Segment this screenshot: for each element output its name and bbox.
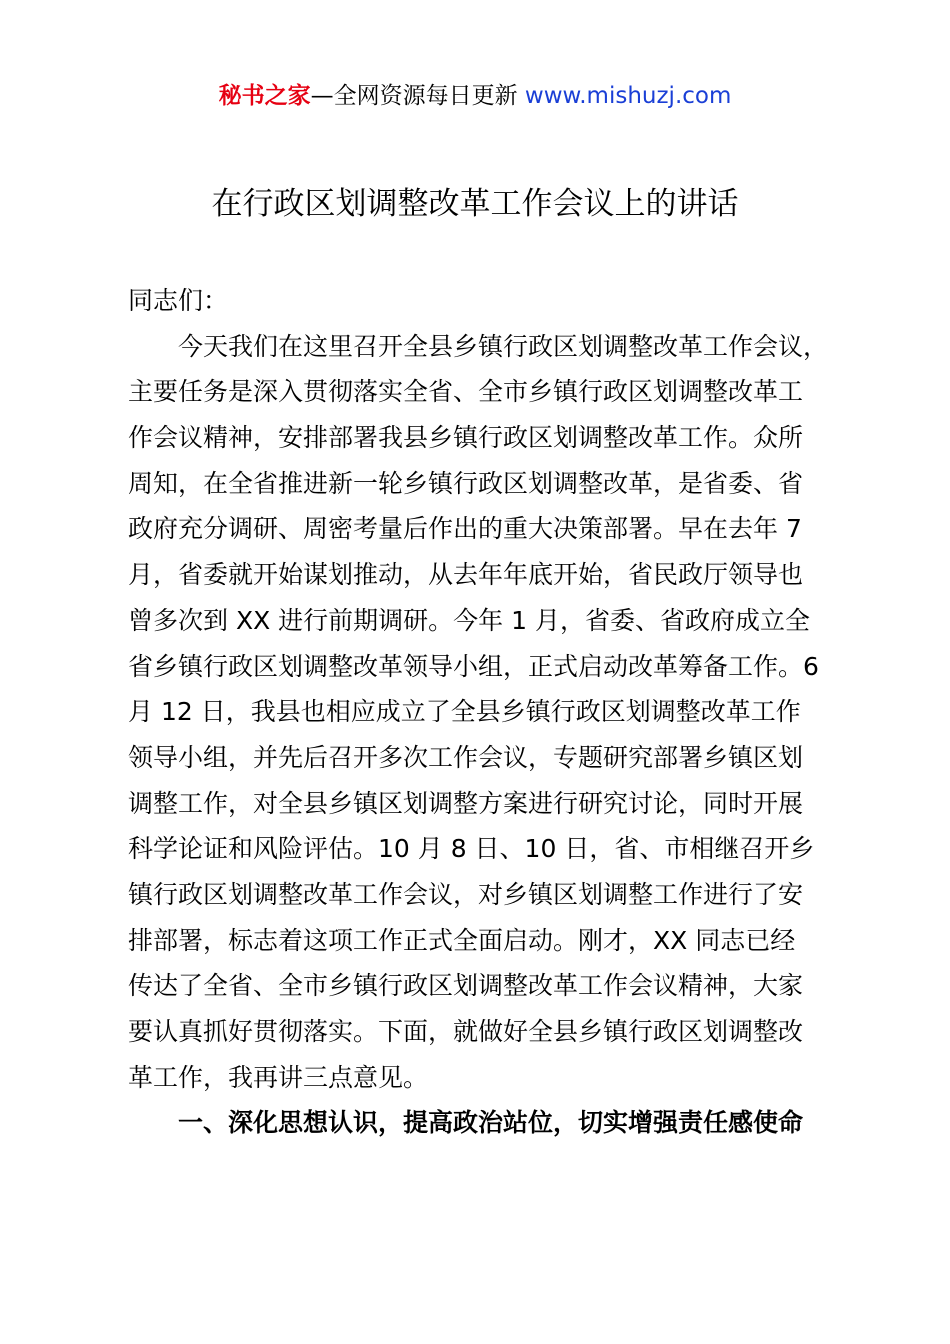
- paragraph-line: 月 12 日，我县也相应成立了全县乡镇行政区划调整改革工作: [128, 697, 801, 727]
- paragraph-line: 传达了全省、全市乡镇行政区划调整改革工作会议精神，大家: [128, 971, 804, 1001]
- paragraph-line: 政府充分调研、周密考量后作出的重大决策部署。早在去年 7: [128, 514, 802, 544]
- paragraph-line: 主要任务是深入贯彻落实全省、全市乡镇行政区划调整改革工: [128, 377, 804, 407]
- paragraph-line: 要认真抓好贯彻落实。下面，就做好全县乡镇行政区划调整改: [128, 1017, 804, 1046]
- paragraph-line: 月，省委就开始谋划推动，从去年年底开始，省民政厅领导也: [128, 560, 804, 590]
- paragraph-line: 今天我们在这里召开全县乡镇行政区划调整改革工作会议，: [178, 331, 829, 361]
- paragraph-line: 曾多次到 XX 进行前期调研。今年 1 月，省委、省政府成立全: [128, 605, 810, 635]
- site-header: [0, 80, 950, 112]
- paragraph-line: 革工作，我再讲三点意见。: [128, 1062, 429, 1092]
- paragraph-line: 科学论证和风险评估。10 月 8 日、10 日，省、市相继召开乡: [128, 834, 815, 864]
- salutation: 同志们：: [128, 286, 229, 315]
- section-heading: 一、深化思想认识，提高政治站位，切实增强责任感使命: [178, 1108, 804, 1138]
- paragraph-line: 作会议精神，安排部署我县乡镇行政区划调整改革工作。众所: [128, 423, 804, 453]
- site-url-link[interactable]: www.mishuzj.com: [524, 83, 732, 109]
- site-slogan: —全网资源每日更新: [310, 83, 525, 109]
- paragraph-line: 周知，在全省推进新一轮乡镇行政区划调整改革，是省委、省: [128, 468, 804, 498]
- paragraph-line: 调整工作，对全县乡镇区划调整方案进行研究讨论，同时开展: [128, 788, 804, 818]
- paragraph-line: 领导小组，并先后召开多次工作会议，专题研究部署乡镇区划: [128, 742, 804, 772]
- paragraph-line: 镇行政区划调整改革工作会议，对乡镇区划调整工作进行了安: [128, 879, 804, 909]
- document-title: 在行政区划调整改革工作会议上的讲话: [211, 186, 739, 222]
- site-brand: 秘书之家: [218, 83, 311, 109]
- document-body: [128, 278, 838, 1146]
- paragraph-line: 排部署，标志着这项工作正式全面启动。刚才，XX 同志已经: [128, 925, 796, 955]
- paragraph-line: 省乡镇行政区划调整改革领导小组，正式启动改革筹备工作。6: [128, 651, 819, 681]
